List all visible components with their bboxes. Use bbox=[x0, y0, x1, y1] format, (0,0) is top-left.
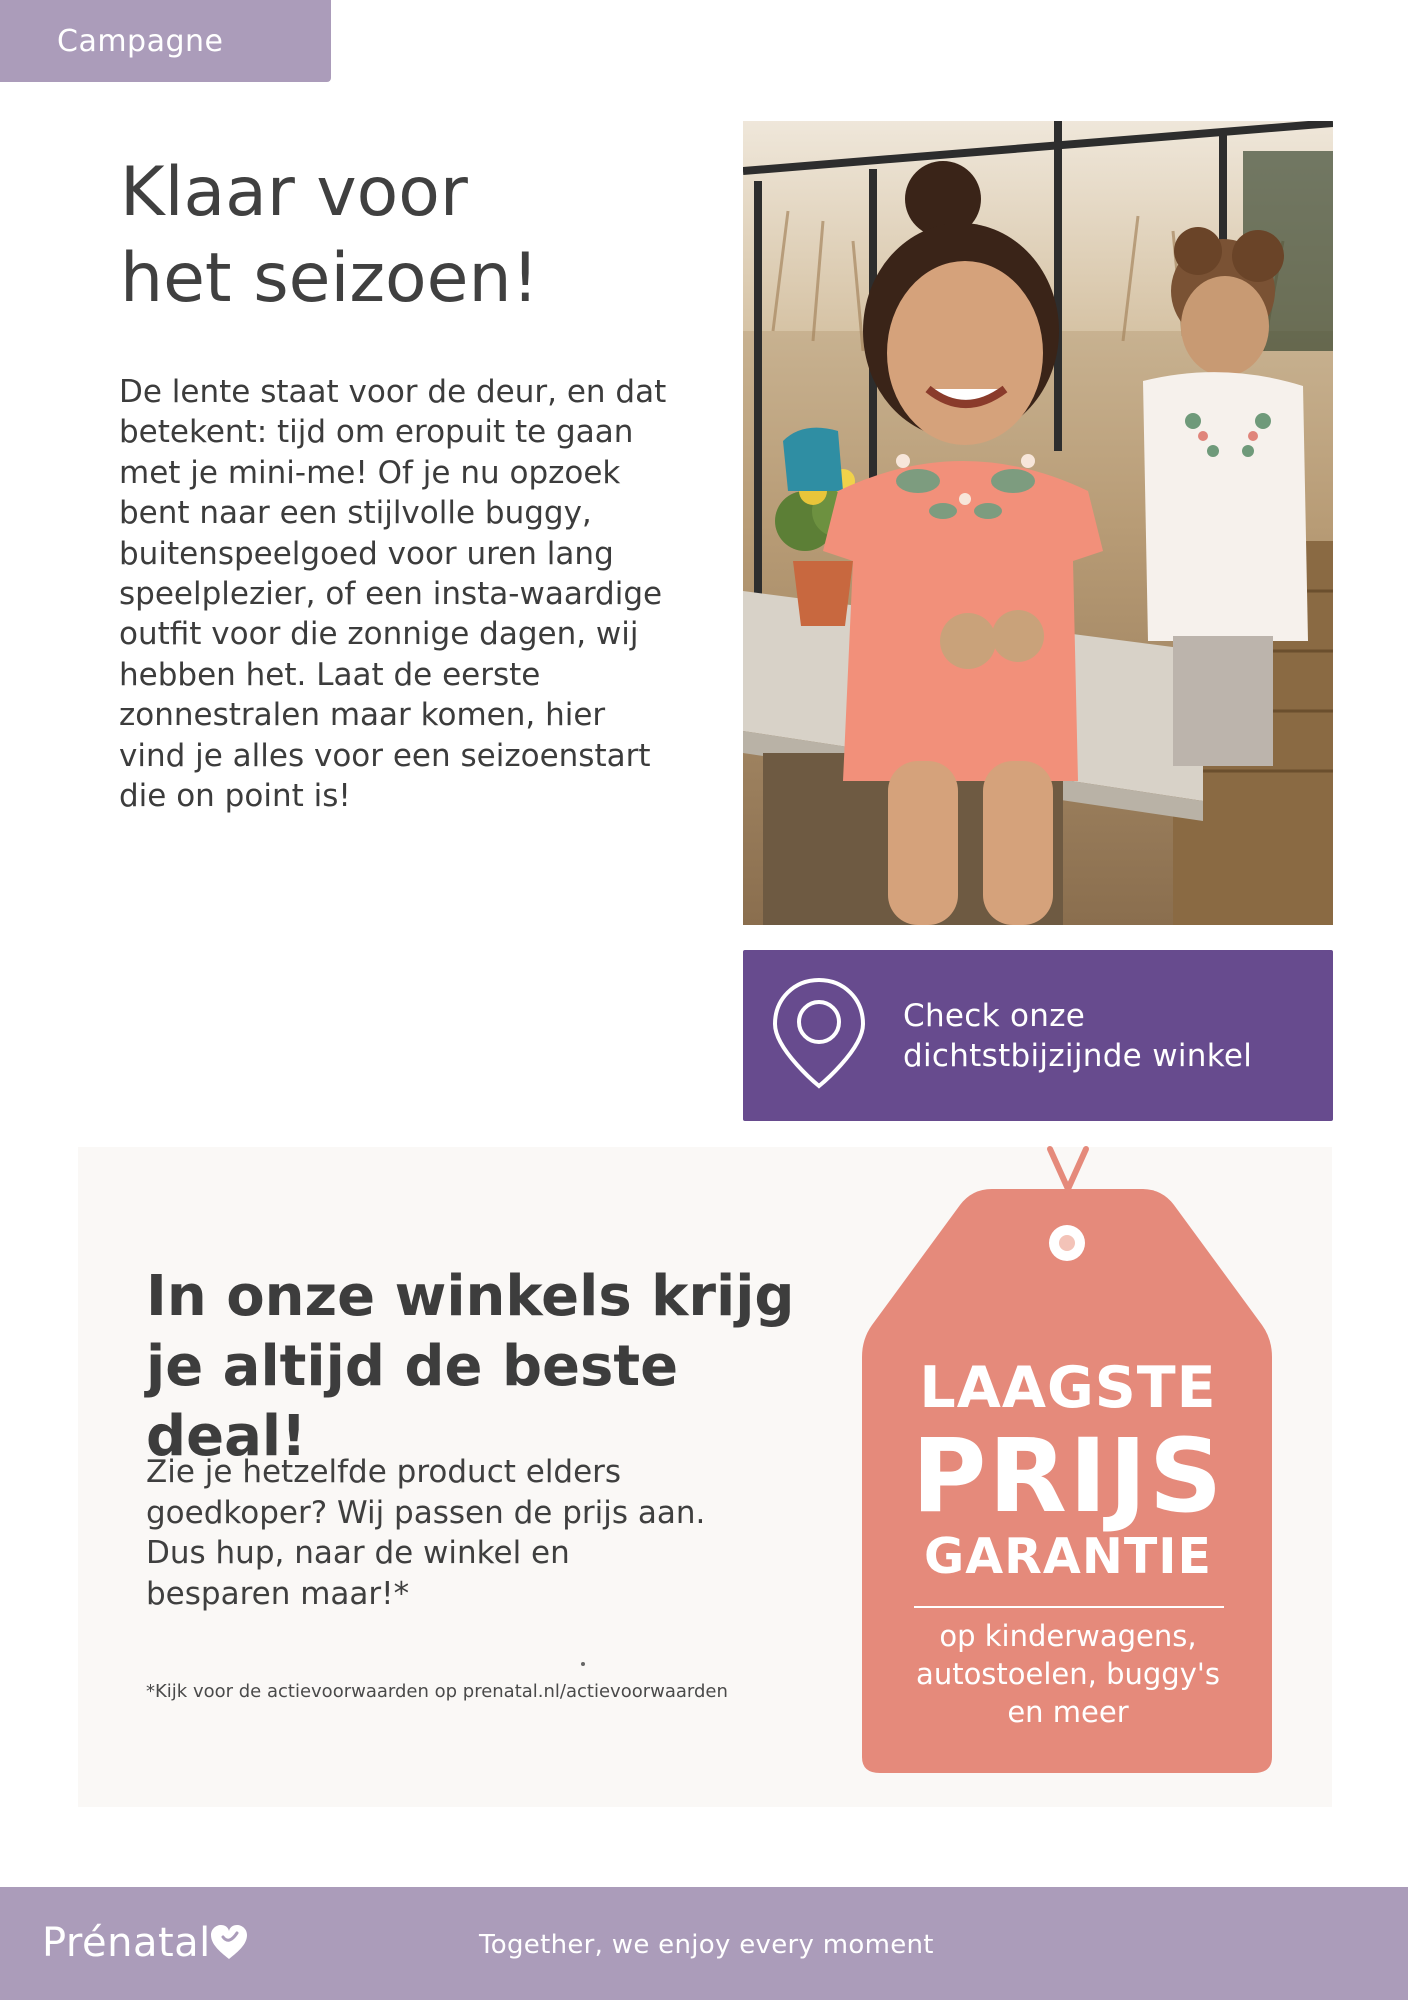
price-tag-line-2: PRIJS bbox=[911, 1417, 1225, 1536]
decorative-dot bbox=[581, 1662, 585, 1666]
footer-slogan: Together, we enjoy every moment bbox=[479, 1930, 934, 1960]
terms-footnote: *Kijk voor de actievoorwaarden op prenatal.nl/actievoorwaarden bbox=[146, 1681, 728, 1702]
location-pin-icon bbox=[769, 974, 869, 1094]
page-title-line-2: het seizoen! bbox=[120, 239, 539, 318]
price-tag-line-1: LAAGSTE bbox=[919, 1355, 1217, 1421]
price-tag-divider bbox=[914, 1606, 1224, 1608]
intro-paragraph: De lente staat voor de deur, en dat betekent: tijd om eropuit te gaan met je mini-me! Of je nu opzoek bent naar een stijlvolle buggy, buitenspeelgoed voor uren lang speelplezier, of een insta-waardige outfit voor die zonnige dagen, wij hebben het. Laat de eerste zonnestralen maar komen, hier vind je alles voor een seizoenstart die on point is! bbox=[119, 374, 667, 815]
price-tag-subtext-line-3: en meer bbox=[1007, 1695, 1129, 1729]
price-tag-line-3: GARANTIE bbox=[924, 1528, 1212, 1585]
best-deal-paragraph: Zie je hetzelfde product elders goedkoper? Wij passen de prijs aan. Dus hup, naar de winkel en besparen maar!* bbox=[146, 1454, 706, 1612]
price-tag-subtext-line-2: autostoelen, buggy's bbox=[916, 1657, 1220, 1691]
find-store-label-line-2: dichtstbijzijnde winkel bbox=[903, 1038, 1253, 1074]
heart-logo-icon bbox=[209, 1923, 249, 1963]
campaign-tag bbox=[0, 0, 331, 82]
find-store-label bbox=[903, 996, 1323, 1076]
price-tag-subtext-line-1: op kinderwagens, bbox=[939, 1619, 1197, 1653]
best-deal-title-line-1: In onze winkels krijg bbox=[146, 1264, 795, 1329]
price-tag-subtext bbox=[870, 1617, 1266, 1731]
best-deal-title-line-2: je altijd de beste deal! bbox=[146, 1334, 679, 1469]
campaign-tag-label: Campagne bbox=[57, 23, 224, 59]
page-title-line-1: Klaar voor bbox=[120, 153, 468, 232]
find-store-button[interactable] bbox=[743, 950, 1333, 1121]
page-title bbox=[120, 150, 680, 322]
best-deal-title bbox=[146, 1262, 826, 1472]
brand-logo[interactable]: Prénatal bbox=[42, 1920, 211, 1966]
children-photo bbox=[743, 121, 1333, 925]
find-store-label-line-1: Check onze bbox=[903, 998, 1086, 1034]
